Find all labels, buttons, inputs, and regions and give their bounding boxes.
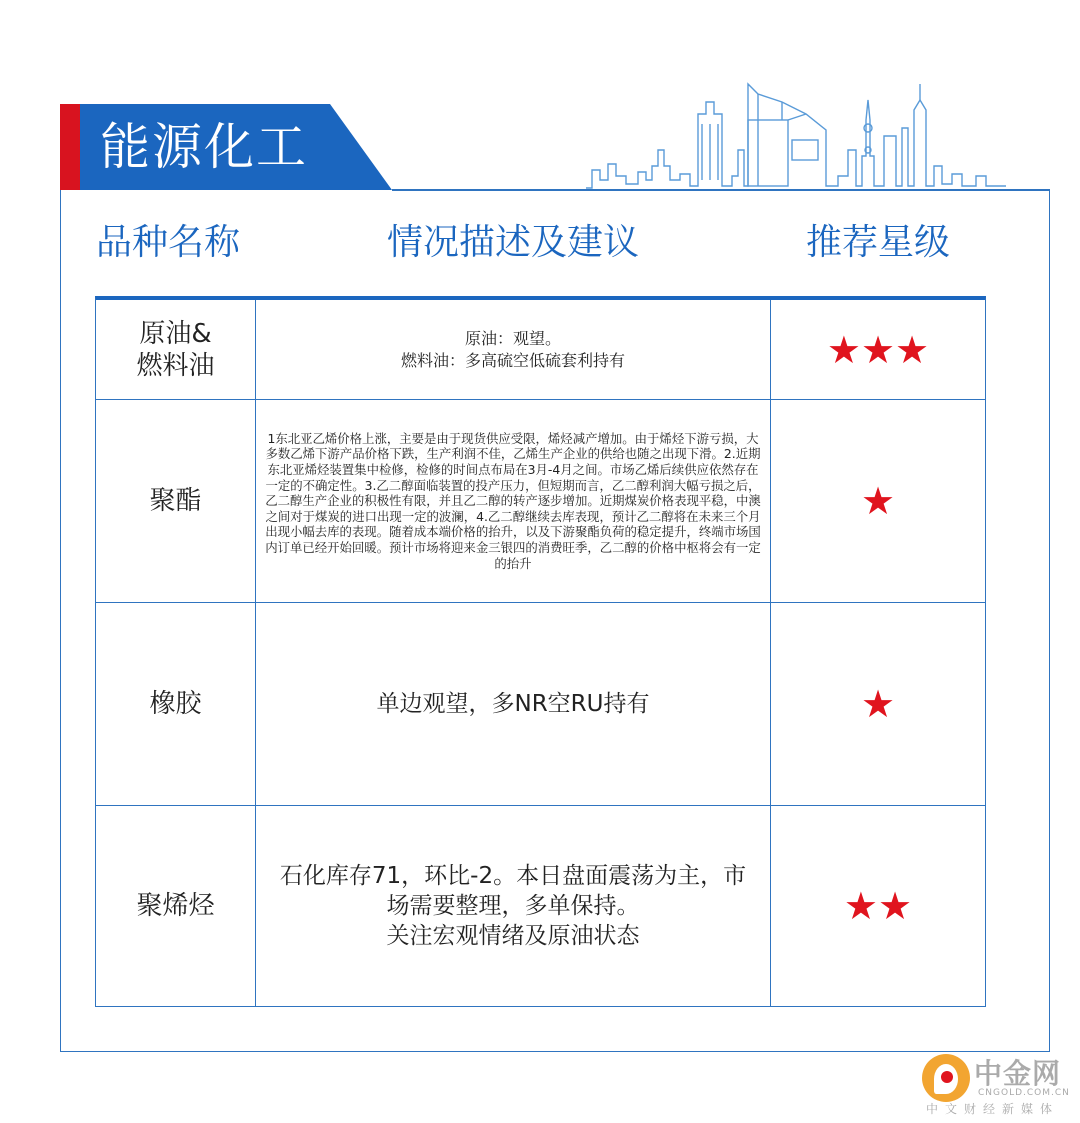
city-skyline-illustration [586,80,1006,190]
row-name: 聚烯烃 [96,806,256,1006]
header-description: 情况描述及建议 [386,222,639,263]
row-rating [771,300,985,399]
description-line: 场需要整理，多单保持。 [386,893,640,919]
row-rating [771,806,985,1006]
recommendation-table [95,296,986,1007]
table-row-crude-oil [96,300,985,400]
header-name: 品种名称 [96,222,241,263]
frame-top-border [392,189,1050,191]
row-name: 聚酯 [96,400,256,602]
description-line: 关注宏观情绪及原油状态 [386,923,640,949]
banner-red-bar [60,104,80,190]
star-rating-icon: ★ [860,682,896,726]
logo-text-cn: 中金网 [974,1057,1062,1090]
row-description [256,300,771,399]
row-description: 1东北亚乙烯价格上涨，主要是由于现货供应受限，烯烃减产增加。由于烯烃下游亏损，大多数乙烯下游产品价格下跌，生产利润不佳，乙烯生产企业的供给也随之出现下滑。2.近期东北亚烯烃装置集中检修，检修的时间点布局在3月-4月之间。市场乙烯后续供应依然存在一定的不确定性。3.乙二醇面临装置的投产压力，但短期而言，乙二醇利润大幅亏损之后，乙二醇生产企业的积极性有限，并且乙二醇的转产逐步增加。近期煤炭价格表现平稳，中澳之间对于煤炭的进口出现一定的波澜，4.乙二醇继续去库表现，预计乙二醇将在未来三个月出现小幅去库的表现。随着成本端价格的抬升，以及下游聚酯负荷的稳定提升，终端市场国内订单已经开始回暖。预计市场将迎来金三银四的消费旺季，乙二醇的价格中枢将会有一定的抬升 [256,400,771,602]
row-name [96,300,256,399]
star-rating-icon: ★★ [843,884,913,928]
header-rating: 推荐星级 [805,222,950,263]
table-row-polyolefin [96,806,985,1006]
row-name: 橡胶 [96,603,256,805]
table-row-polyester [96,400,985,603]
row-name-line: 原油& [139,318,212,349]
logo-subtitle: 中文财经新媒体 [926,1102,1060,1116]
logo-mark-icon [922,1054,970,1102]
star-rating-icon: ★★★ [826,327,930,372]
cngold-logo [920,1052,1070,1118]
row-name-line: 燃料油 [136,350,215,381]
description-line: 燃料油：多高硫空低硫套利持有 [400,350,625,370]
row-description: 单边观望，多NR空RU持有 [256,603,771,805]
logo-text-en: CNGOLD.COM.CN [978,1088,1070,1098]
description-line: 原油：观望。 [464,328,561,348]
section-title: 能源化工 [100,118,308,176]
row-description [256,806,771,1006]
star-rating-icon: ★ [860,479,896,523]
description-line: 石化库存71，环比-2。本日盘面震荡为主，市 [279,863,747,889]
row-rating [771,400,985,602]
row-rating [771,603,985,805]
table-row-rubber [96,603,985,806]
